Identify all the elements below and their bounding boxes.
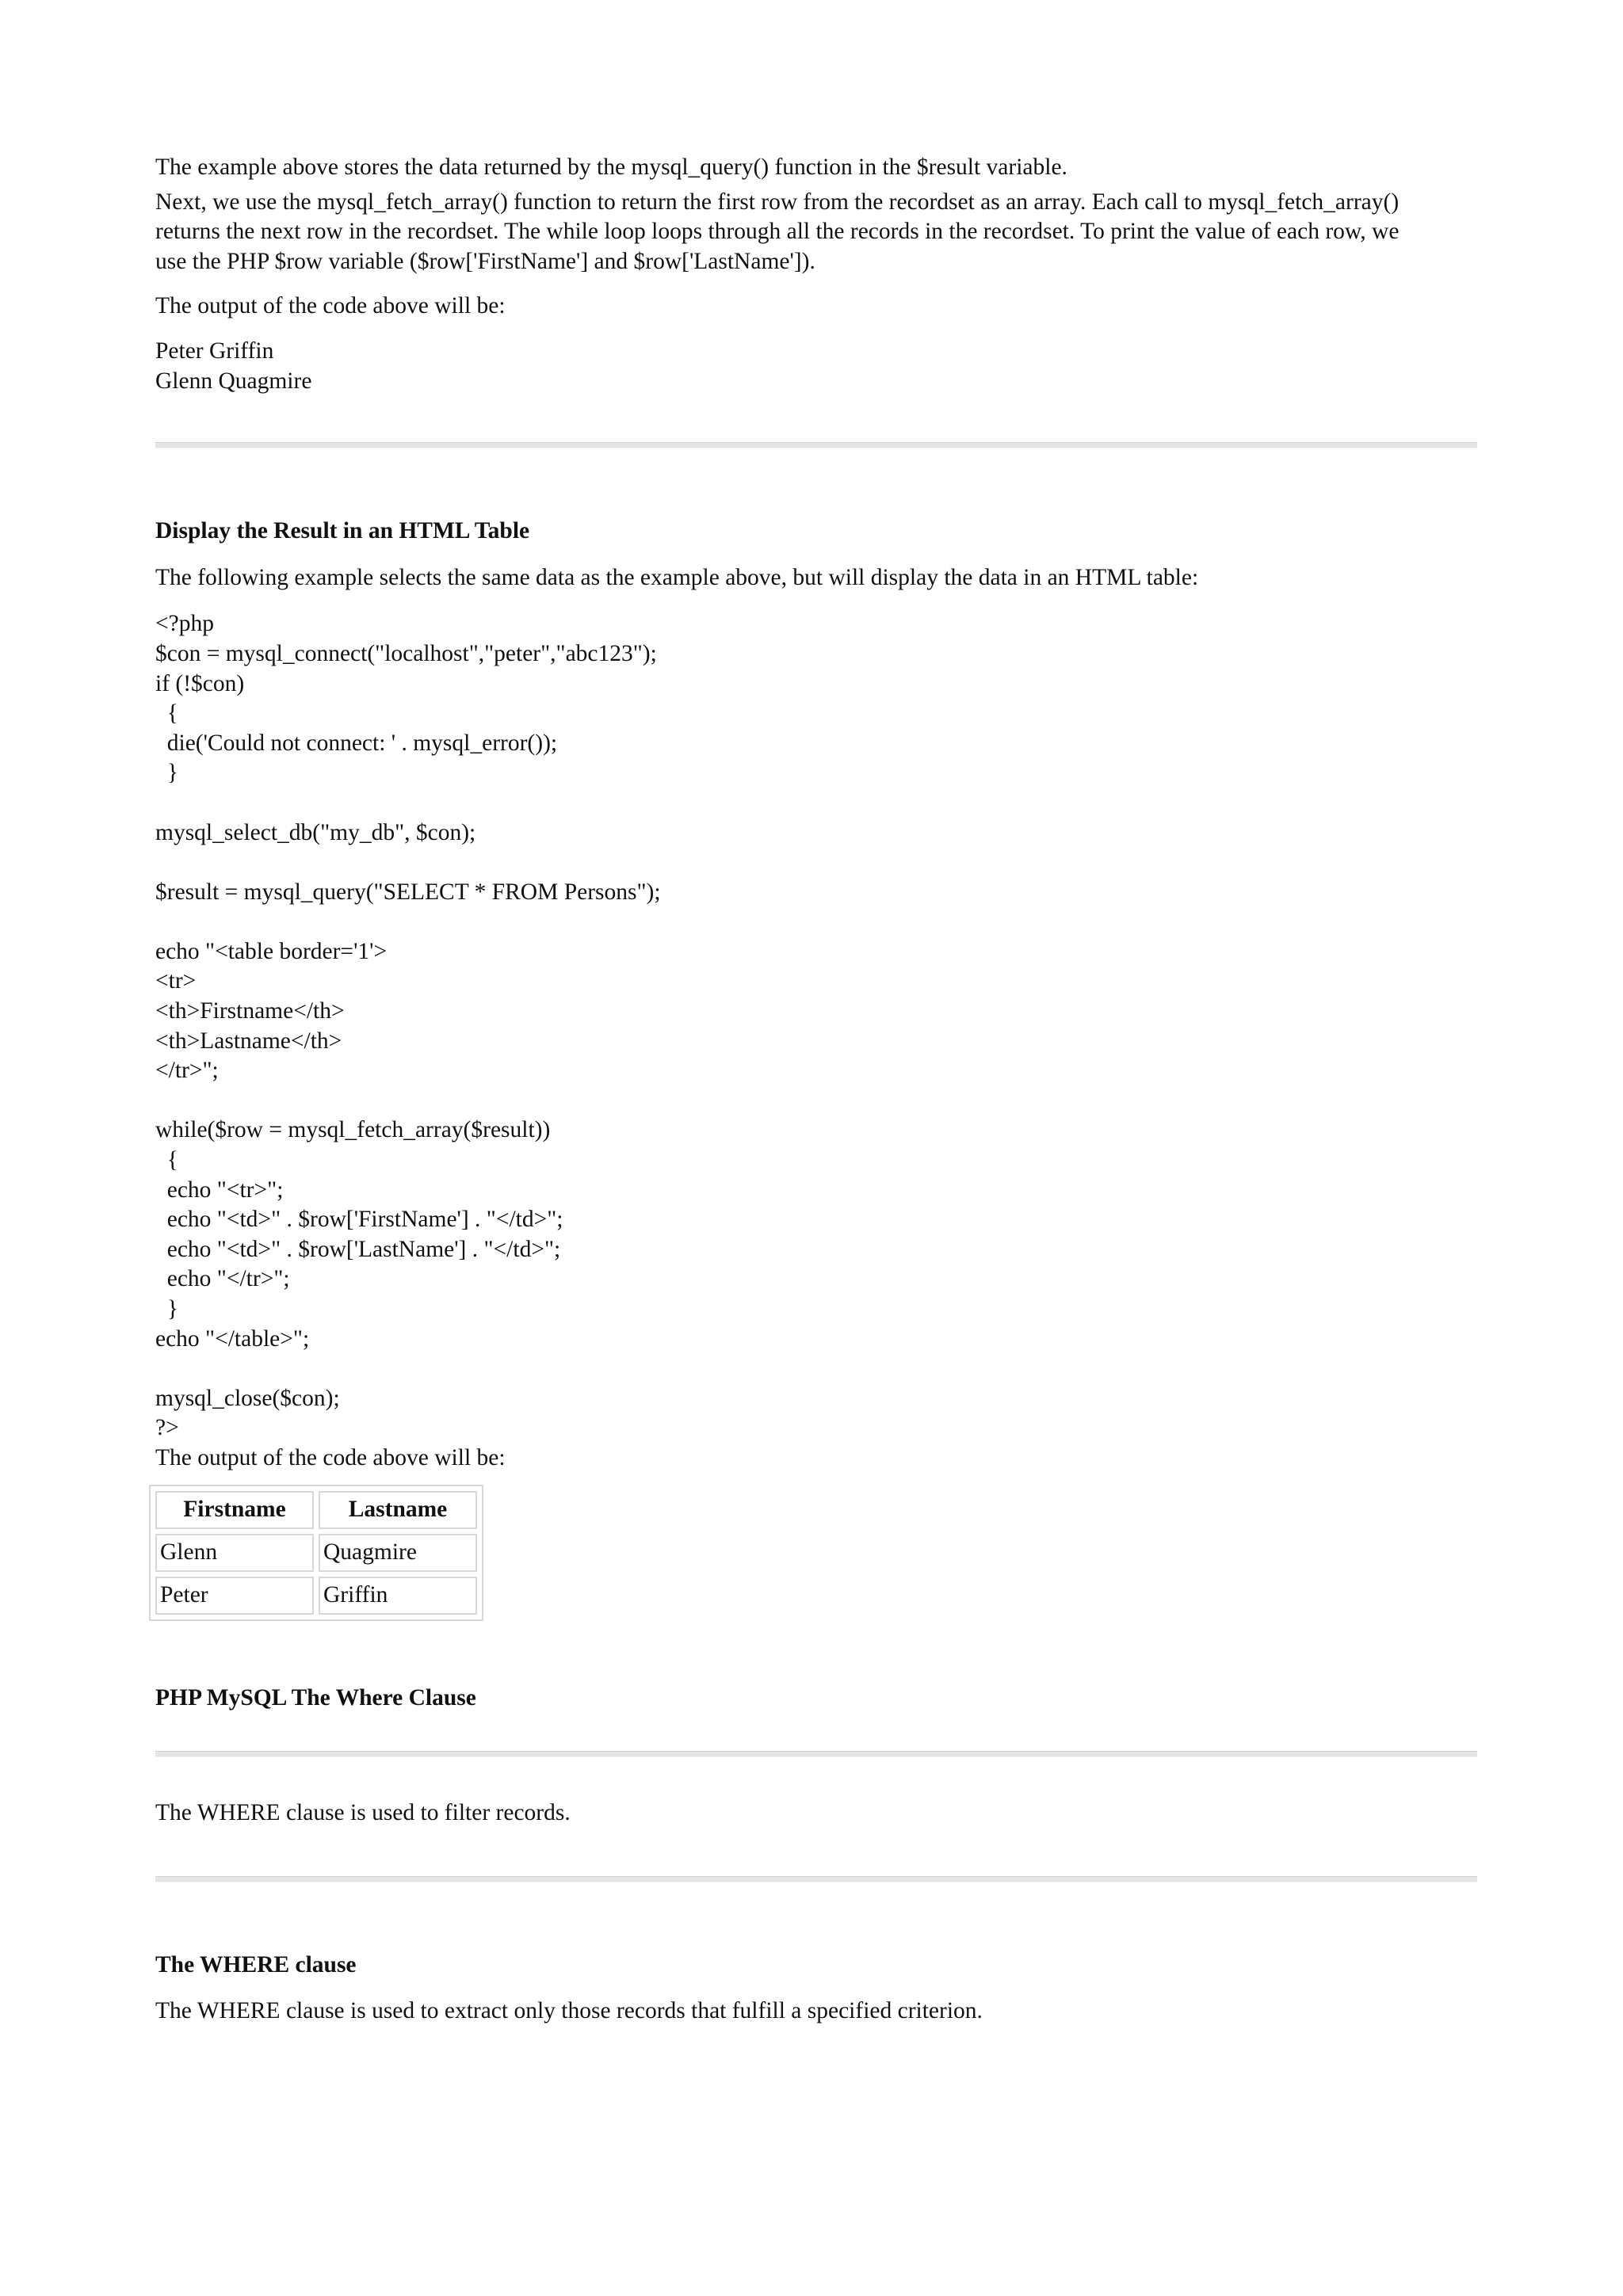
code-line	[155, 848, 1477, 878]
horizontal-rule	[155, 442, 1477, 448]
table-header-row	[155, 1491, 477, 1529]
code-line: echo "<td>" . $row['LastName'] . "</td>";	[155, 1236, 561, 1262]
code-line: {	[155, 1147, 178, 1173]
intro-paragraph-2-line: returns the next row in the recordset. The while loop loops through all the records in the recordset. To print the value of each row, we	[155, 219, 1400, 245]
code-block	[155, 609, 1477, 1444]
code-line: while($row = mysql_fetch_array($result))	[155, 1117, 551, 1143]
code-line: <th>Firstname</th>	[155, 998, 345, 1024]
code-line: echo "<tr>";	[155, 1177, 284, 1203]
table-header-lastname: Lastname	[319, 1491, 477, 1529]
table-cell-firstname: Glenn	[155, 1534, 314, 1572]
code-line: {	[155, 700, 178, 727]
code-line: $result = mysql_query("SELECT * FROM Persons");	[155, 879, 661, 905]
code-line: }	[155, 760, 178, 786]
code-line: echo "<table border='1'>	[155, 938, 388, 964]
table-cell-firstname: Peter	[155, 1577, 314, 1615]
code-line	[155, 1086, 1477, 1116]
code-line: <th>Lastname</th>	[155, 1028, 342, 1054]
code-line: ?>	[155, 1415, 179, 1441]
horizontal-rule	[155, 1876, 1477, 1882]
intro-output-label: The output of the code above will be:	[155, 293, 506, 319]
intro-paragraph-1: The example above stores the data returned by the mysql_query() function in the $result variable.	[155, 154, 1067, 180]
output-line: Glenn Quagmire	[155, 368, 312, 394]
where-section-text: The WHERE clause is used to extract only those records that fulfill a specified criterion.	[155, 1998, 983, 2024]
code-line: </tr>";	[155, 1058, 219, 1084]
where-intro-text: The WHERE clause is used to filter records.	[155, 1800, 571, 1826]
code-line: }	[155, 1296, 178, 1322]
code-line: <?php	[155, 611, 214, 637]
code-line: echo "</tr>";	[155, 1266, 290, 1292]
section-heading-html-table: Display the Result in an HTML Table	[155, 518, 530, 544]
table-row	[155, 1577, 477, 1615]
document-page	[155, 153, 1477, 2027]
code-line	[155, 1354, 1477, 1384]
table-section-description: The following example selects the same data as the example above, but will display the data in an HTML table:	[155, 564, 1199, 590]
code-line	[155, 907, 1477, 937]
code-line: <tr>	[155, 968, 197, 994]
code-line: echo "<td>" . $row['FirstName'] . "</td>";	[155, 1207, 563, 1233]
intro-paragraph-2	[155, 188, 1477, 277]
table-cell-lastname: Quagmire	[319, 1534, 477, 1572]
code-line	[155, 788, 1477, 818]
section-heading-where-clause-intro: PHP MySQL The Where Clause	[155, 1684, 476, 1711]
code-line: mysql_select_db("my_db", $con);	[155, 819, 476, 845]
table-row	[155, 1534, 477, 1572]
horizontal-rule	[155, 1751, 1477, 1757]
table-output-label: The output of the code above will be:	[155, 1444, 506, 1470]
output-line: Peter Griffin	[155, 338, 274, 364]
table-header-firstname: Firstname	[155, 1491, 314, 1529]
section-heading-where-clause: The WHERE clause	[155, 1951, 357, 1978]
code-line: die('Could not connect: ' . mysql_error());	[155, 730, 558, 756]
intro-paragraph-2-line: Next, we use the mysql_fetch_array() function to return the first row from the recordset as an array. Each call to mysql_fetch_array()	[155, 189, 1400, 215]
code-line: $con = mysql_connect("localhost","peter","abc123");	[155, 640, 657, 666]
code-line: mysql_close($con);	[155, 1385, 340, 1411]
output-table	[149, 1485, 483, 1621]
code-line: echo "</table>";	[155, 1325, 310, 1352]
code-line: if (!$con)	[155, 670, 245, 696]
intro-paragraph-2-line: use the PHP $row variable ($row['FirstName'] and $row['LastName']).	[155, 248, 815, 274]
intro-output-lines	[155, 337, 1477, 396]
table-cell-lastname: Griffin	[319, 1577, 477, 1615]
